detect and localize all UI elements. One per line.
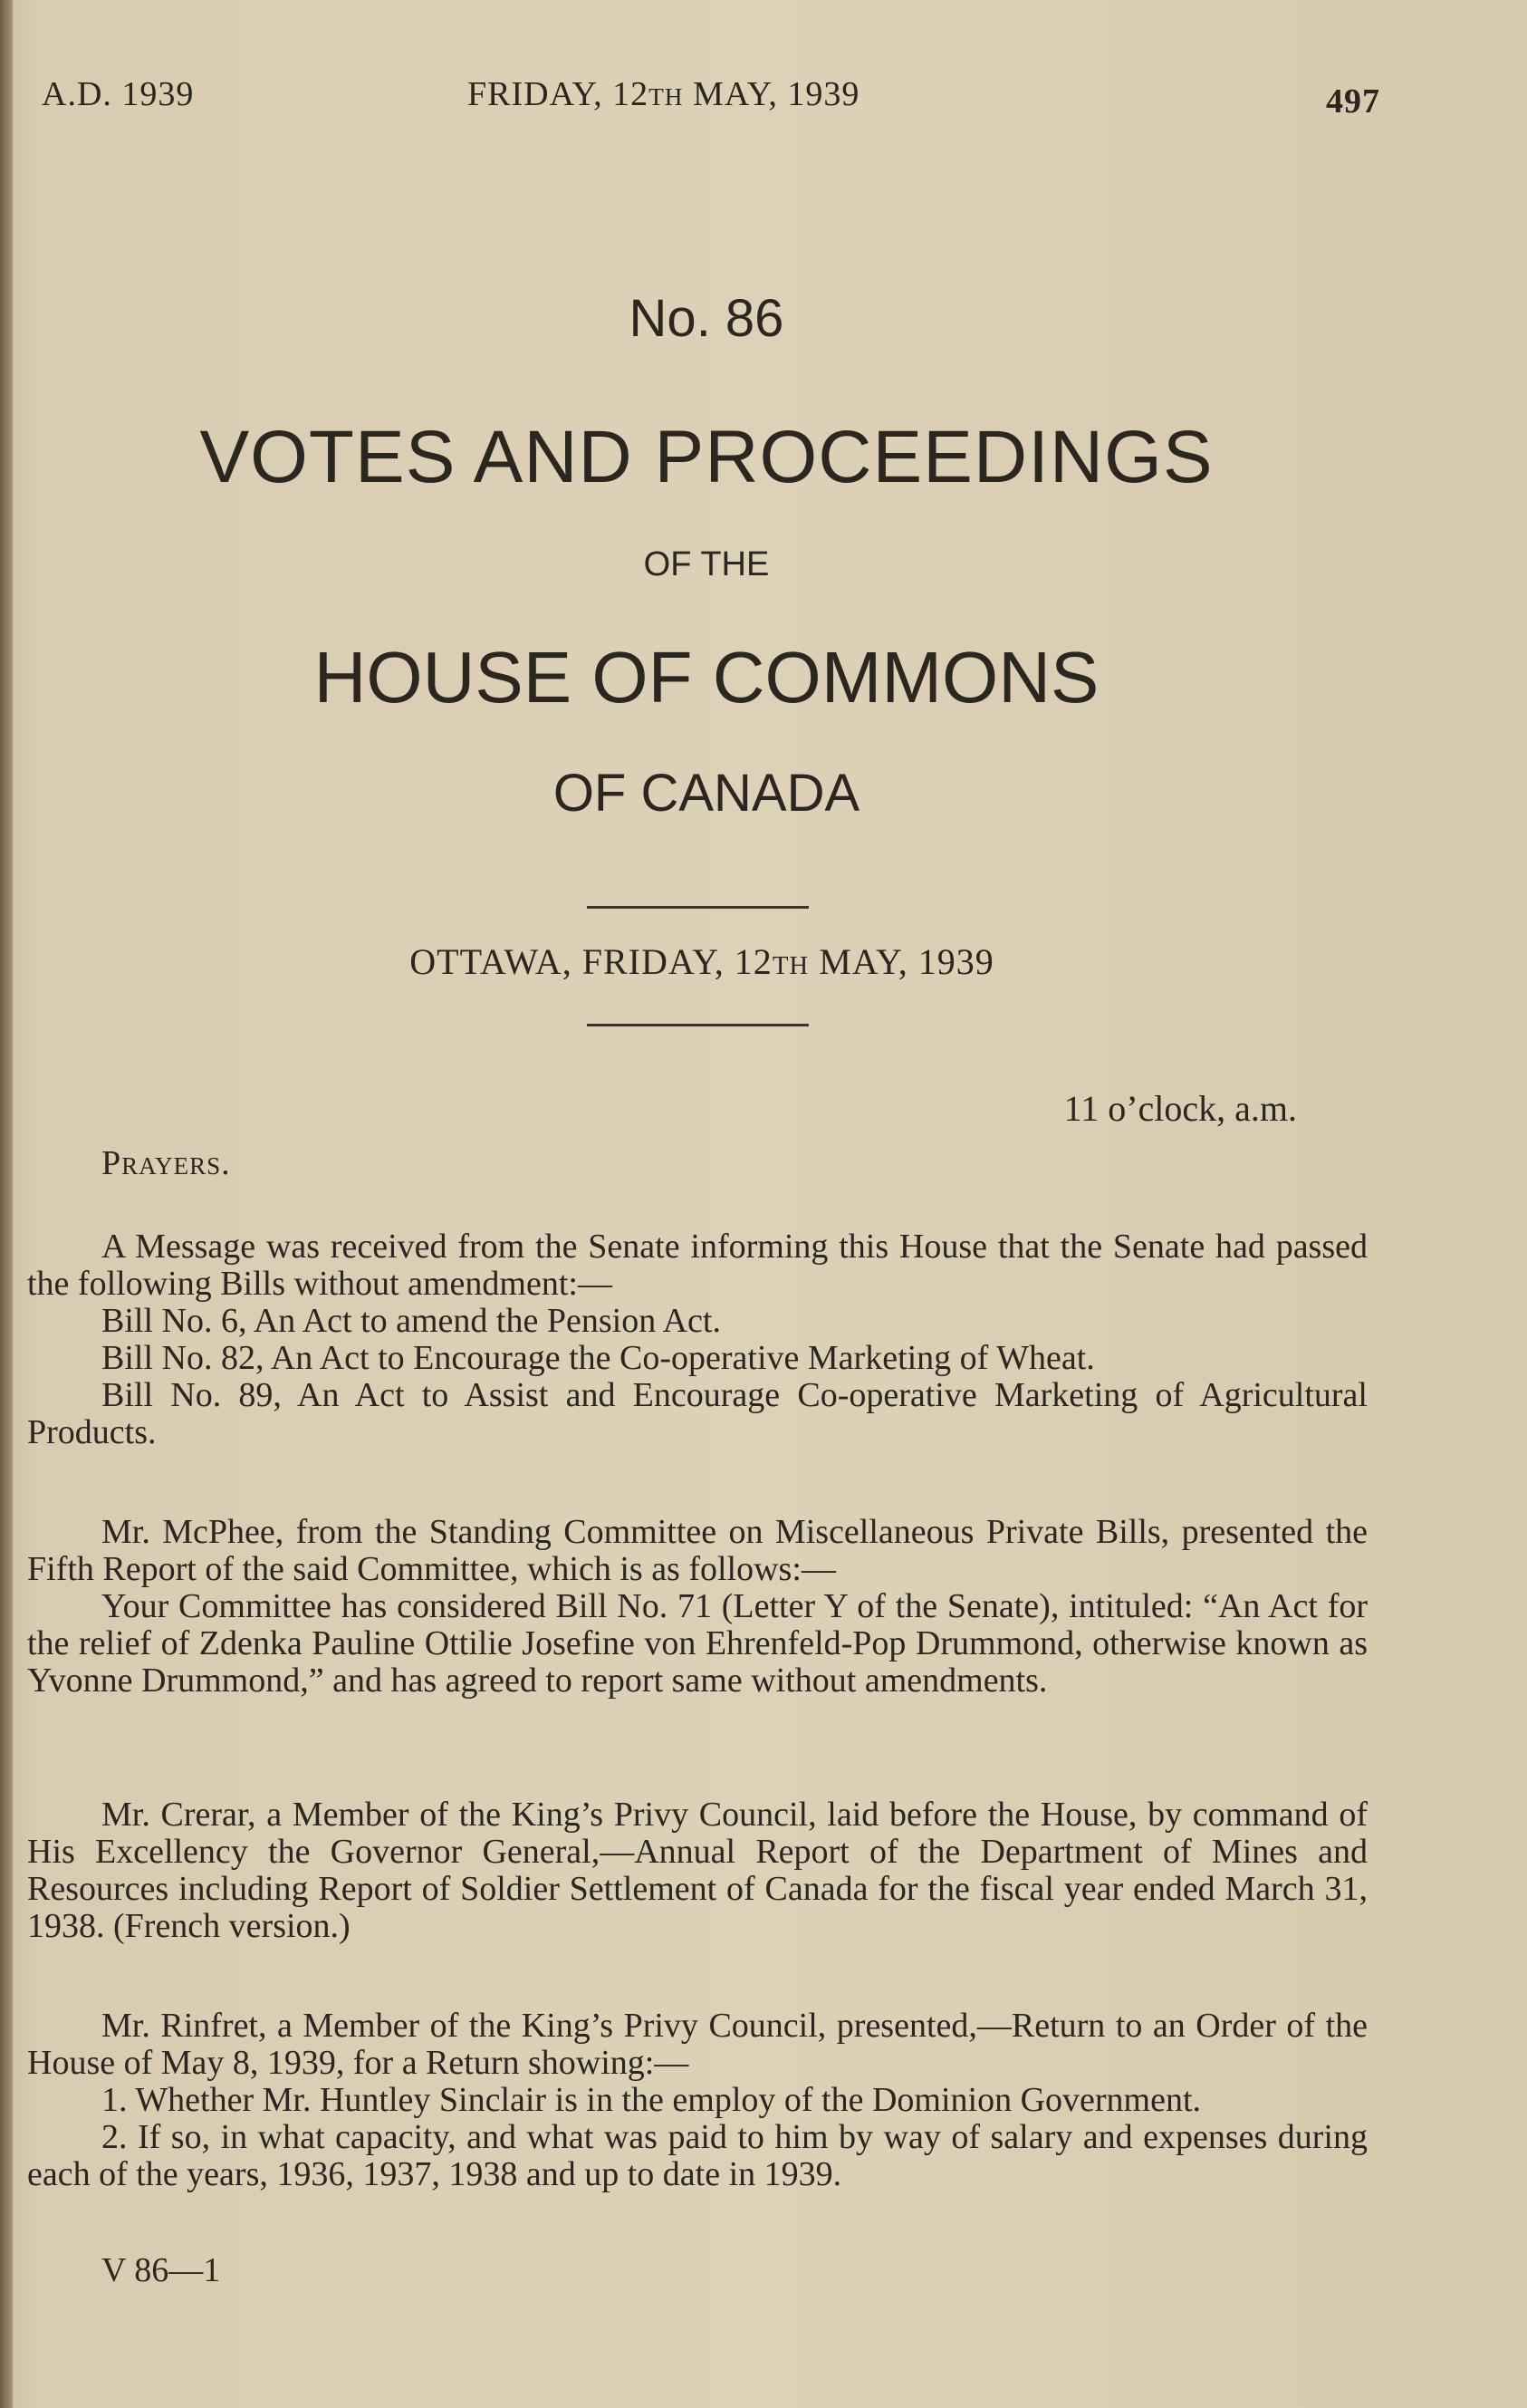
binding-edge — [0, 0, 13, 2408]
crerar-report — [27, 1796, 1368, 1945]
mcphee-report — [27, 1514, 1368, 1700]
masthead-title: VOTES AND PROCEEDINGS — [199, 416, 1214, 498]
page-number: 497 — [1326, 82, 1380, 120]
issue-number: No. 86 — [629, 289, 784, 348]
header-ad: A.D. 1939 — [42, 75, 195, 113]
divider-bottom — [587, 1024, 809, 1026]
dateline: OTTAWA, FRIDAY, 12TH MAY, 1939 — [409, 941, 994, 982]
rinfret-return — [27, 2008, 1368, 2193]
crerar-text: Mr. Crerar, a Member of the King’s Privy Council, laid before the House, by command of His Excellency the Governor General,—Annual Report of the Department of Mines and Resources including Report of Soldier Settlement of Canada for the fiscal year ended March 31, 1938. (French version.) — [27, 1796, 1368, 1945]
rinfret-intro: Mr. Rinfret, a Member of the King’s Privy Council, presented,—Return to an Order of the House of May 8, 1939, for a Return showing:— — [27, 2007, 1368, 2082]
masthead-house: HOUSE OF COMMONS — [313, 637, 1100, 718]
masthead-of-the: OF THE — [643, 545, 770, 583]
bill-item: Bill No. 89, An Act to Assist and Encourage Co-operative Marketing of Agricultural Products. — [27, 1376, 1368, 1451]
bill-item: Bill No. 6, An Act to amend the Pension Act. — [101, 1302, 721, 1340]
return-item: 1. Whether Mr. Huntley Sinclair is in the employ of the Dominion Government. — [101, 2081, 1202, 2119]
signature-mark: V 86—1 — [101, 2251, 221, 2289]
message-intro: A Message was received from the Senate informing this House that the Senate had passed the following Bills without amendment:— — [27, 1228, 1368, 1303]
mcphee-intro: Mr. McPhee, from the Standing Committee on Miscellaneous Private Bills, presented the Fifth Report of the said Committee, which is as follows:— — [27, 1513, 1368, 1588]
senate-message — [27, 1228, 1368, 1451]
prayers-heading: Prayers. — [101, 1144, 231, 1182]
header-date: FRIDAY, 12TH MAY, 1939 — [467, 75, 860, 113]
committee-report: Your Committee has considered Bill No. 71 (Letter Y of the Senate), intituled: “An Act for the relief of Zdenka Pauline Ottilie Josefine von Ehrenfeld-Pop Drummond, otherwise known as Yvonne Drummond,” and has agreed to report same without amendments. — [27, 1587, 1368, 1700]
bill-item: Bill No. 82, An Act to Encourage the Co-operative Marketing of Wheat. — [101, 1339, 1095, 1377]
divider-top — [587, 906, 809, 909]
return-item: 2. If so, in what capacity, and what was paid to him by way of salary and expenses during each of the years, 1936, 1937, 1938 and up to date in 1939. — [27, 2118, 1368, 2193]
masthead-of-canada: OF CANADA — [552, 764, 860, 823]
sitting-time: 11 o’clock, a.m. — [1063, 1088, 1297, 1129]
